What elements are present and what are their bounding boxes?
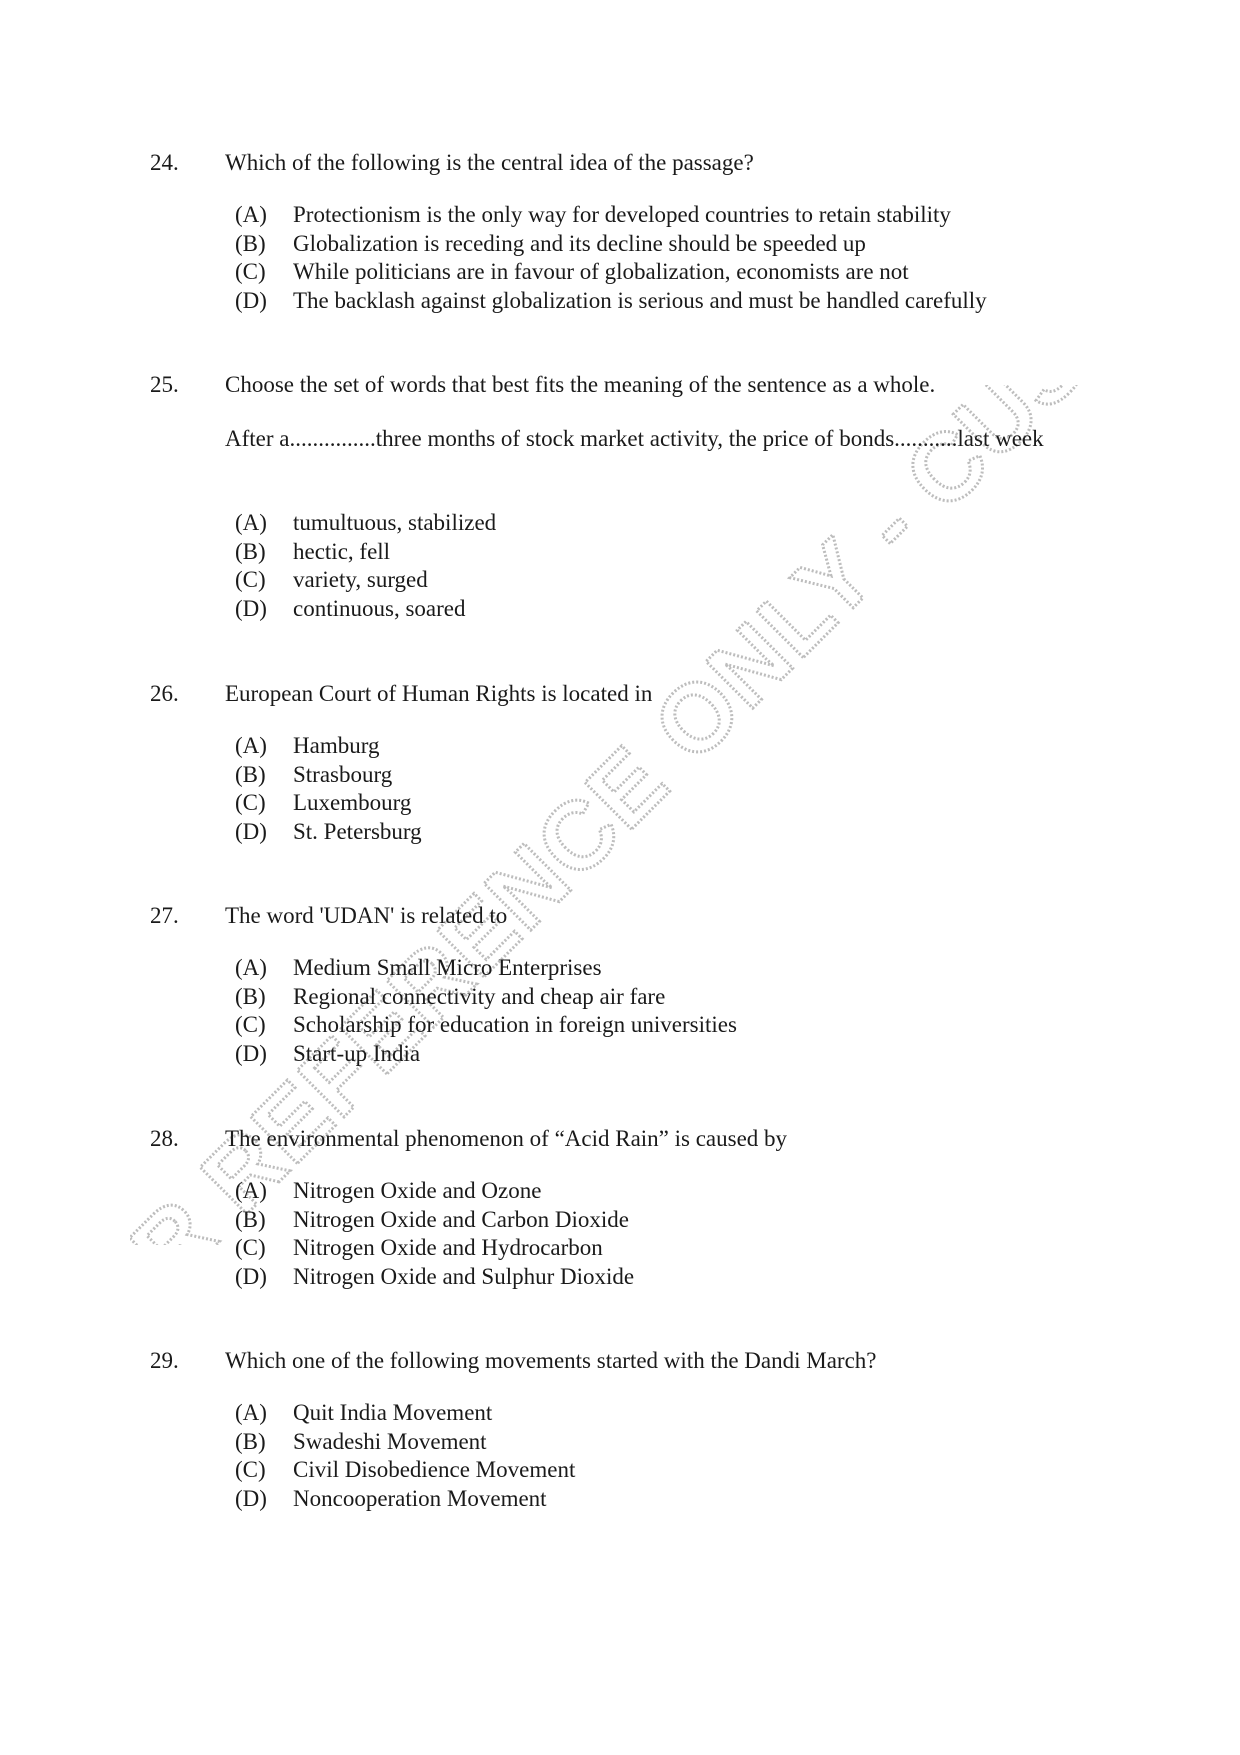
question-text: The word 'UDAN' is related to — [225, 903, 508, 928]
option-letter: (D) — [235, 819, 267, 845]
option-text: Quit India Movement — [293, 1400, 493, 1425]
question-number: 26. — [150, 681, 179, 706]
option-text: While politicians are in favour of globalization, economists are not — [293, 259, 909, 285]
option-letter: (A) — [235, 202, 267, 227]
option-letter: (D) — [235, 288, 267, 314]
watermark — [130, 385, 1090, 1245]
option-text: hectic, fell — [293, 538, 391, 564]
watermark-text: REFERENCE ONLY - — [181, 474, 940, 1234]
option-letter: (B) — [235, 761, 266, 787]
option-text: continuous, soared — [293, 596, 466, 622]
option-letter: (A) — [235, 733, 267, 758]
option-text: Nitrogen Oxide and Carbon Dioxide — [293, 1206, 629, 1232]
option-letter: (A) — [235, 1400, 267, 1425]
option-letter: (C) — [235, 1235, 266, 1261]
option-letter: (C) — [235, 259, 266, 285]
option-letter: (D) — [235, 1041, 267, 1067]
option-text: Nitrogen Oxide and Ozone — [293, 1178, 542, 1203]
option-text: Regional connectivity and cheap air fare — [293, 983, 666, 1009]
option-text: Hamburg — [293, 733, 380, 758]
option-letter: (C) — [235, 1012, 266, 1038]
option-text: Swadeshi Movement — [293, 1428, 487, 1454]
option-letter: (B) — [235, 538, 266, 564]
option-text: Nitrogen Oxide and Hydrocarbon — [293, 1235, 603, 1261]
question-number: 27. — [150, 903, 179, 928]
option-text: Luxembourg — [293, 790, 412, 816]
option-letter: (C) — [235, 567, 266, 593]
option-text: Strasbourg — [293, 761, 393, 787]
question-number: 28. — [150, 1126, 179, 1151]
option-letter: (B) — [235, 983, 266, 1009]
option-text: Scholarship for education in foreign universities — [293, 1012, 737, 1038]
option-text: Civil Disobedience Movement — [293, 1457, 576, 1483]
option-text: Start-up India — [293, 1041, 421, 1067]
option-text: variety, surged — [293, 567, 428, 593]
option-text: Globalization is receding and its decline should be speeded up — [293, 230, 866, 256]
option-text: St. Petersburg — [293, 819, 422, 845]
option-text: Medium Small Micro Enterprises — [293, 955, 602, 980]
question-text: Which one of the following movements started with the Dandi March? — [225, 1348, 877, 1373]
option-text: Nitrogen Oxide and Sulphur Dioxide — [293, 1264, 635, 1290]
option-letter: (B) — [235, 1206, 266, 1232]
question-text: The environmental phenomenon of “Acid Rain” is caused by — [225, 1126, 788, 1151]
option-letter: (D) — [235, 596, 267, 622]
question-number: 29. — [150, 1348, 179, 1373]
option-text: Noncooperation Movement — [293, 1486, 547, 1512]
option-letter: (C) — [235, 790, 266, 816]
question-text: Which of the following is the central idea of the passage? — [225, 150, 754, 175]
option-letter: (B) — [235, 1428, 266, 1454]
option-letter: (B) — [235, 230, 266, 256]
option-letter: (C) — [235, 1457, 266, 1483]
option-text: The backlash against globalization is serious and must be handled carefully — [293, 288, 987, 314]
option-letter: (A) — [235, 955, 267, 980]
question-number: 25. — [150, 372, 179, 397]
fill-in-sentence: After a...............three months of stock market activity, the price of bonds...........last week — [225, 426, 1044, 451]
option-letter: (A) — [235, 510, 267, 535]
option-letter: (D) — [235, 1264, 267, 1290]
option-letter: (D) — [235, 1486, 267, 1512]
option-letter: (A) — [235, 1178, 267, 1203]
option-text: Protectionism is the only way for developed countries to retain stability — [293, 202, 951, 227]
option-text: tumultuous, stabilized — [293, 510, 497, 535]
question-text: European Court of Human Rights is located in — [225, 681, 653, 706]
question-text: Choose the set of words that best fits the meaning of the sentence as a whole. — [225, 372, 936, 397]
question-number: 24. — [150, 150, 179, 175]
